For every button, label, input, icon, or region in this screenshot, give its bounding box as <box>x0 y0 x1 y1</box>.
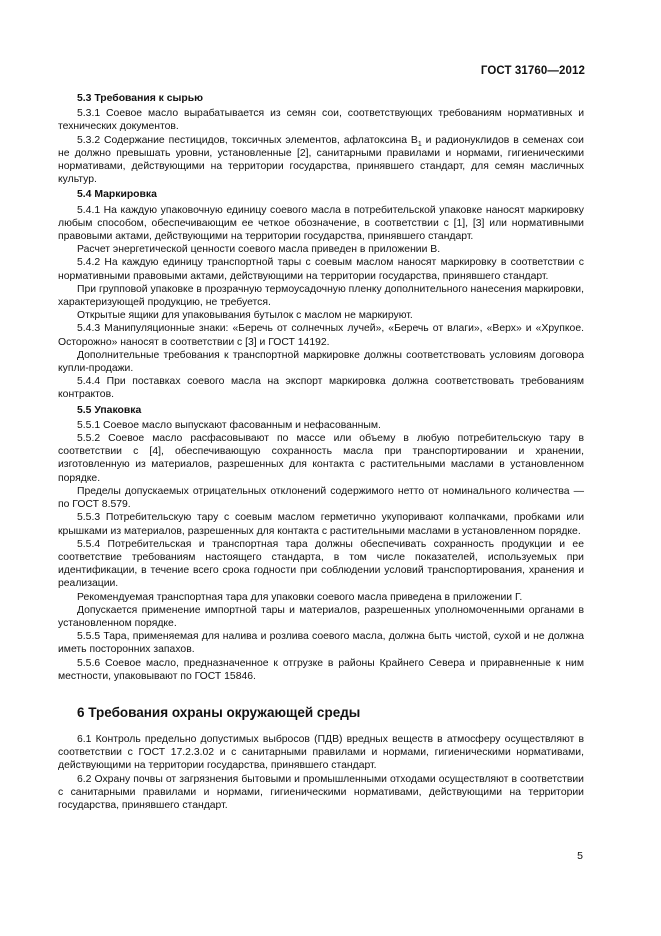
paragraph: Рекомендуемая транспортная тара для упаковки соевого масла приведена в приложении Г. <box>77 591 523 603</box>
paragraph: 5.5.3 Потребительскую тару с соевым маслом герметично укупоривают колпачками, пробками или крышками из материалов, разрешенных для контакта с растительными маслами в установленном порядке. <box>58 512 584 537</box>
paragraph: 5.5.6 Соевое масло, предназначенное к отгрузке в районы Крайнего Севера и приравненные к ним местности, упаковывают по ГОСТ 15846. <box>58 657 584 682</box>
paragraph: 6.1 Контроль предельно допустимых выбросов (ПДВ) вредных веществ в атмосферу осуществляют в соответствии с ГОСТ 17.2.3.02 и с санитарными правилами и нормами, гигиеническими нормативами, действующими на территории государства, принявшего стандарт. <box>58 733 584 772</box>
paragraph: 5.4.4 При поставках соевого масла на экспорт маркировка должна соответствовать требованиям контрактов. <box>58 376 584 401</box>
paragraph: 5.4.1 На каждую упаковочную единицу соевого масла в потребительской упаковке наносят маркировку любым способом, обеспечивающим ее четкое обозначение, в соответствии с [1], [3] или нормативными правовыми актами, действующими на территории государства, принявшего стандарт. <box>58 204 584 243</box>
subscript: 1 <box>417 140 422 148</box>
paragraph: 6.2 Охрану почвы от загрязнения бытовыми и промышленными отходами осуществляют в соответствии с санитарными правилами и нормами, гигиеническими нормативами, действующими на территории государства, принявшего стандарт. <box>58 773 584 811</box>
subsection-heading: 5.4 Маркировка <box>77 189 157 201</box>
document-number: ГОСТ 31760—2012 <box>480 65 585 77</box>
paragraph-text-start: 5.3.2 Содержание пестицидов, токсичных элементов, афлатоксина B <box>77 134 418 146</box>
paragraph: 5.5.4 Потребительская и транспортная тара должны обеспечивать сохранность продукции и ее соответствие требованиям настоящего стандарта, в том числе показателей, используемых при идентификации, в течение всего срока годности при соблюдении условий транспортирования, хранения и реализации. <box>58 538 584 590</box>
paragraph: 5.4.2 На каждую единицу транспортной тары с соевым маслом наносят маркировку в соответствии с нормативными правовыми актами, действующими на территории государства, принявшего стандарт. <box>58 257 584 282</box>
paragraph: Допускается применение импортной тары и материалов, разрешенных уполномоченными органами в установленном порядке. <box>58 604 584 629</box>
section-heading: 6 Требования охраны окружающей среды <box>77 704 361 720</box>
paragraph <box>58 134 584 187</box>
paragraph: 5.5.5 Тара, применяемая для налива и розлива соевого масла, должна быть чистой, сухой и не должна иметь посторонних запахов. <box>58 631 584 656</box>
subsection-heading: 5.5 Упаковка <box>77 404 142 416</box>
paragraph: Дополнительные требования к транспортной маркировке должны соответствовать условиям договора купли-продажи. <box>58 349 584 375</box>
paragraph: 5.4.3 Манипуляционные знаки: «Беречь от солнечных лучей», «Беречь от влаги», «Верх» и «Хрупкое. Осторожно» наносят в соответствии с [3] и ГОСТ 14192. <box>58 323 584 348</box>
document-body <box>58 92 584 812</box>
paragraph: 5.3.1 Соевое масло вырабатывается из семян сои, соответствующих требованиям нормативных и технических документов. <box>58 108 584 133</box>
page-number: 5 <box>577 850 583 862</box>
paragraph-text-rest: и радионуклидов в семенах сои не должно превышать уровни, установленные [2], санитарными правилами и нормами, гигиеническими нормативами, действующими на территории государства, принявшего стандарт, для семян масличных культур. <box>58 134 584 186</box>
paragraph: Пределы допускаемых отрицательных отклонений содержимого нетто от номинального количества — по ГОСТ 8.579. <box>58 485 584 511</box>
subsection-heading: 5.3 Требования к сырью <box>77 93 204 104</box>
paragraph: При групповой упаковке в прозрачную термоусадочную пленку дополнительного нанесения маркировки, характеризующей продукцию, не требуется. <box>58 283 584 309</box>
paragraph: 5.5.2 Соевое масло расфасовывают по массе или объему в любую потребительскую тару в соответствии с [4], обеспечивающую сохранность масла при транспортировании и хранении, изготовленную из материалов, разрешенных для контакта с растительными маслами в установленном порядке. <box>58 433 584 484</box>
paragraph: 5.5.1 Соевое масло выпускают фасованным и нефасованным. <box>77 419 381 431</box>
paragraph: Расчет энергетической ценности соевого масла приведен в приложении В. <box>77 244 441 256</box>
paragraph: Открытые ящики для упаковывания бутылок с маслом не маркируют. <box>77 310 413 322</box>
